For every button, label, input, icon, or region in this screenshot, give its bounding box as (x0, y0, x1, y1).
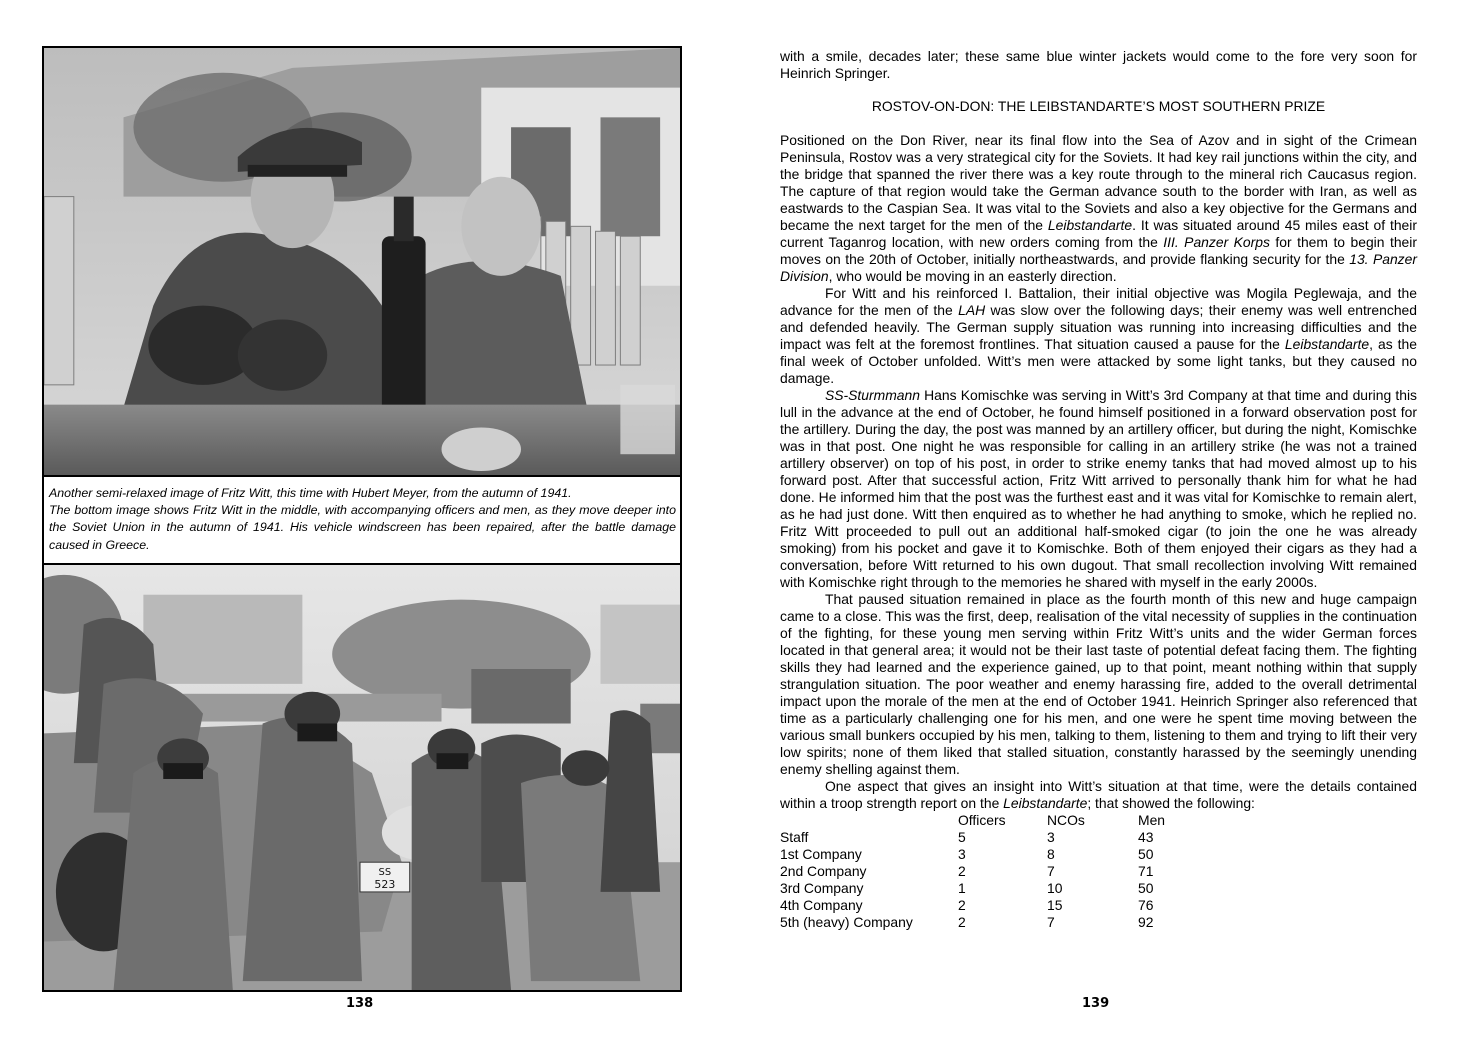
paragraph-continuation: with a smile, decades later; these same blue winter jackets would come to the fore very soon for Heinrich Springer. (780, 48, 1417, 81)
troop-strength-table (780, 812, 1198, 931)
page-number-left: 138 (346, 996, 374, 1011)
paragraph-2: For Witt and his reinforced I. Battalion, their initial objective was Mogila Peglewaja, and the advance for the men of the LAH was slow over the following days; their enemy was well entrenched and defended heavily. The German supply situation was running into increasing difficulties and the impact was felt at the foremost frontlines. That situation caused a pause for the Leibstandarte, as the final week of October unfolded. Witt’s men were attacked by some light tanks, but they caused no damage. (780, 285, 1417, 386)
caption-line-1: Another semi-relaxed image of Fritz Witt, this time with Hubert Meyer, from the autumn of 1941. (49, 486, 572, 500)
paragraph-3: SS-Sturmmann Hans Komischke was serving in Witt’s 3rd Company at that time and during this lull in the advance at the end of October, he found himself positioned in a forward observation post for the artillery. During the day, the post was manned by an artillery officer, but during the night, Komischke was in that post. One night he was responsible for calling in an artillery strike (he was not a trained artillery observer) on top of his post, in order to strike enemy tanks that had moved almost up to his forward post. After that successful action, Fritz Witt arrived to personally thank him for what he had done. He informed him that the post was the furthest east and it was vital for Komischke to remain alert, as he had just done. Witt then enquired as to whether he had anything to smoke, which he replied no. Fritz Witt proceeded to pull out an additional half-smoked cigar (to join the one he was already smoking) from his pocket and gave it to Komischke. Both of them enjoyed their cigars as they had a conversation, before Witt returned to his own dugout. That small recollection involving Witt remained with Komischke right through to the memories he shared with myself in the early 2000s. (780, 387, 1417, 590)
header-men: Men (1138, 812, 1166, 828)
photo-witt-officers-image (44, 565, 680, 990)
section-heading: ROSTOV-ON-DON: THE LEIBSTANDARTE’S MOST SOUTHERN PRIZE (871, 98, 1326, 114)
table-row: 4th Company 2 15 76 (780, 897, 1154, 913)
page-number-right: 139 (1082, 996, 1110, 1011)
paragraph-1: Positioned on the Don River, near its final flow into the Sea of Azov and in sight of the Crimean Peninsula, Rostov was a very strategical city for the Soviets. It had key rail junctions within the city, and the bridge that spanned the river there was a key route through to the mineral rich Caucasus region. The capture of that region would take the German advance south to the border with Iran, as well as eastwards to the Caspian Sea. It was vital to the Soviets and also a key objective for the Germans and became the next target for the men of the Leibstandarte. It was situated around 45 miles east of their current Taganrog location, with new orders coming from the III. Panzer Korps for them to begin their moves on the 20th of October, initially northeastwards, and provide flanking security for the 13. Panzer Division, who would be moving in an easterly direction. (780, 132, 1417, 284)
table-row: 3rd Company 1 10 50 (780, 880, 1154, 896)
photo-witt-officers (42, 563, 682, 992)
header-officers: Officers (958, 812, 1006, 828)
table-row: Staff 5 3 43 (780, 829, 1154, 845)
table-row: 1st Company 3 8 50 (780, 846, 1154, 862)
photo-caption (42, 476, 682, 565)
table-header-row (780, 812, 1198, 829)
paragraph-5: One aspect that gives an insight into Witt’s situation at that time, were the details contained within a troop strength report on the Leibstandarte; that showed the following: (780, 778, 1417, 811)
plate-bottom: 523 (374, 877, 396, 891)
table-row: 5th (heavy) Company 2 7 92 (780, 914, 1154, 930)
photo-witt-meyer-image (44, 48, 680, 475)
paragraph-4: That paused situation remained in place as the fourth month of this new and huge campaign came to a close. This was the first, deep, realisation of the vital necessity of supplies in the continuation of the fighting, for these young men serving within Fritz Witt’s units and the wider German forces located in that general area; it would not be their last taste of potential defeat facing them. The fighting skills they had learned and the experience gained, up to that point, meant nothing within that supply strangulation situation. The poor weather and enemy harassing fire, added to the overall detrimental impact upon the morale of the men at the end of October 1941. Heinrich Springer also referenced that time as a particularly challenging one for his men, and one were he spent time moving between the various small bunkers occupied by his men, talking to them, listening to them and trying to lift their very low spirits; none of them liked that stalled situation, constantly harassed by the seemingly unending enemy shelling against them. (780, 591, 1417, 777)
right-page-text (780, 48, 1417, 931)
photo-witt-meyer (42, 46, 682, 477)
header-ncos: NCOs (1047, 812, 1085, 828)
table-row: 2nd Company 2 7 71 (780, 863, 1154, 879)
plate-top: SS (378, 867, 392, 879)
caption-line-2: The bottom image shows Fritz Witt in the middle, with accompanying officers and men, as they move deeper into the Soviet Union in the autumn of 1941. His vehicle windscreen has been repaired, after the battle damage caused in Greece. (49, 503, 676, 552)
